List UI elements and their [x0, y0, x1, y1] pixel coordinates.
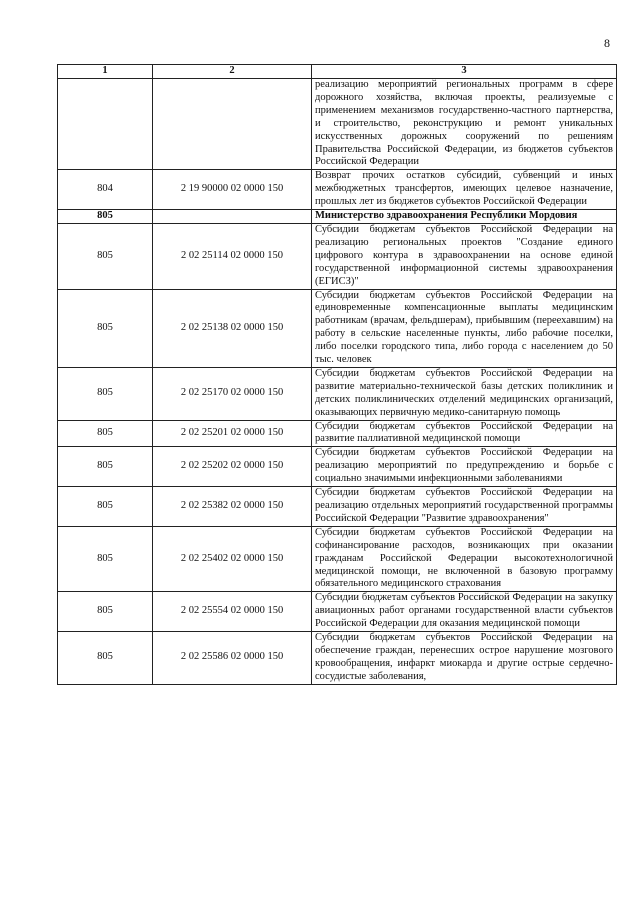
table-row: [58, 592, 617, 632]
admin-code-cell: 805: [58, 526, 153, 592]
description-cell: Субсидии бюджетам субъектов Российской Федерации на закупку авиационных работ органами государственной власти субъектов Российской Федерации для оказания медицинской помощи: [312, 592, 617, 632]
description-cell: Возврат прочих остатков субсидий, субвенций и иных межбюджетных трансфертов, имеющих целевое назначение, прошлых лет из бюджетов субъектов Российской Федерации: [312, 170, 617, 210]
admin-code-cell: 805: [58, 367, 153, 420]
budget-code-cell: 2 02 25138 02 0000 150: [153, 289, 312, 367]
table-row: [58, 420, 617, 447]
table-row: [58, 632, 617, 685]
budget-code-cell: 2 02 25402 02 0000 150: [153, 526, 312, 592]
table-header-row: [58, 65, 617, 79]
admin-code-cell: 805: [58, 632, 153, 685]
budget-code-cell: [153, 79, 312, 170]
column-header-1: 1: [58, 65, 153, 79]
description-cell: Субсидии бюджетам субъектов Российской Федерации на софинансирование расходов, возникающих при оказании гражданам Российской Федерации высокотехнологичной медицинской помощи, не включенной в базовую программу обязательного медицинского страхования: [312, 526, 617, 592]
description-cell: Субсидии бюджетам субъектов Российской Федерации на обеспечение граждан, перенесших острое нарушение мозгового кровообращения, инфаркт миокарда и другие острые сердечно-сосудистые заболевания,: [312, 632, 617, 685]
budget-code-cell: 2 02 25382 02 0000 150: [153, 487, 312, 527]
budget-code-cell: 2 02 25586 02 0000 150: [153, 632, 312, 685]
description-cell: Субсидии бюджетам субъектов Российской Федерации на единовременные компенсационные выплаты медицинским работникам (врачам, фельдшерам), прибывшим (переехавшим) на работу в сельские населенные пункты, либо рабочие поселки, либо поселки городского типа, либо города с населением до 50 тыс. человек: [312, 289, 617, 367]
table-row: [58, 223, 617, 289]
table-row: [58, 447, 617, 487]
admin-code-cell: 805: [58, 210, 153, 224]
budget-code-cell: 2 02 25554 02 0000 150: [153, 592, 312, 632]
budget-code-cell: [153, 210, 312, 224]
page-number: 8: [604, 36, 610, 50]
table-row: [58, 79, 617, 170]
description-cell: Субсидии бюджетам субъектов Российской Федерации на реализацию мероприятий по предупреждению и борьбе с социально значимыми инфекционными заболеваниями: [312, 447, 617, 487]
budget-code-cell: 2 19 90000 02 0000 150: [153, 170, 312, 210]
description-cell: Министерство здравоохранения Республики Мордовия: [312, 210, 617, 224]
description-cell: Субсидии бюджетам субъектов Российской Федерации на реализацию отдельных мероприятий государственной программы Российской Федерации "Развитие здравоохранения": [312, 487, 617, 527]
budget-code-cell: 2 02 25202 02 0000 150: [153, 447, 312, 487]
budget-code-cell: 2 02 25201 02 0000 150: [153, 420, 312, 447]
admin-code-cell: 805: [58, 487, 153, 527]
column-header-2: 2: [153, 65, 312, 79]
budget-code-cell: 2 02 25114 02 0000 150: [153, 223, 312, 289]
table-row: [58, 289, 617, 367]
admin-code-cell: [58, 79, 153, 170]
table-row: [58, 170, 617, 210]
description-cell: Субсидии бюджетам субъектов Российской Федерации на развитие паллиативной медицинской помощи: [312, 420, 617, 447]
admin-code-cell: 805: [58, 289, 153, 367]
budget-code-cell: 2 02 25170 02 0000 150: [153, 367, 312, 420]
admin-code-cell: 804: [58, 170, 153, 210]
admin-code-cell: 805: [58, 420, 153, 447]
table-row: [58, 526, 617, 592]
description-cell: Субсидии бюджетам субъектов Российской Федерации на реализацию региональных проектов "Создание единого цифрового контура в здравоохранении на основе единой государственной информационной системы здравоохранения (ЕГИСЗ)": [312, 223, 617, 289]
column-header-3: 3: [312, 65, 617, 79]
budget-classification-table: [57, 64, 617, 685]
admin-code-cell: 805: [58, 447, 153, 487]
admin-code-cell: 805: [58, 223, 153, 289]
admin-code-cell: 805: [58, 592, 153, 632]
description-cell: Субсидии бюджетам субъектов Российской Федерации на развитие материально-технической базы детских поликлиник и детских поликлинических отделений медицинских организаций, оказывающих первичную медико-санитарную помощь: [312, 367, 617, 420]
description-cell: реализацию мероприятий региональных программ в сфере дорожного хозяйства, включая проекты, реализуемые с применением механизмов государственно-частного партнерства, и строительство, реконструкцию и ремонт уникальных искусственных дорожных сооружений по решениям Правительства Российской Федерации, из бюджетов субъектов Российской Федерации: [312, 79, 617, 170]
table-row: [58, 487, 617, 527]
table-row: [58, 367, 617, 420]
table-row-department: [58, 210, 617, 224]
